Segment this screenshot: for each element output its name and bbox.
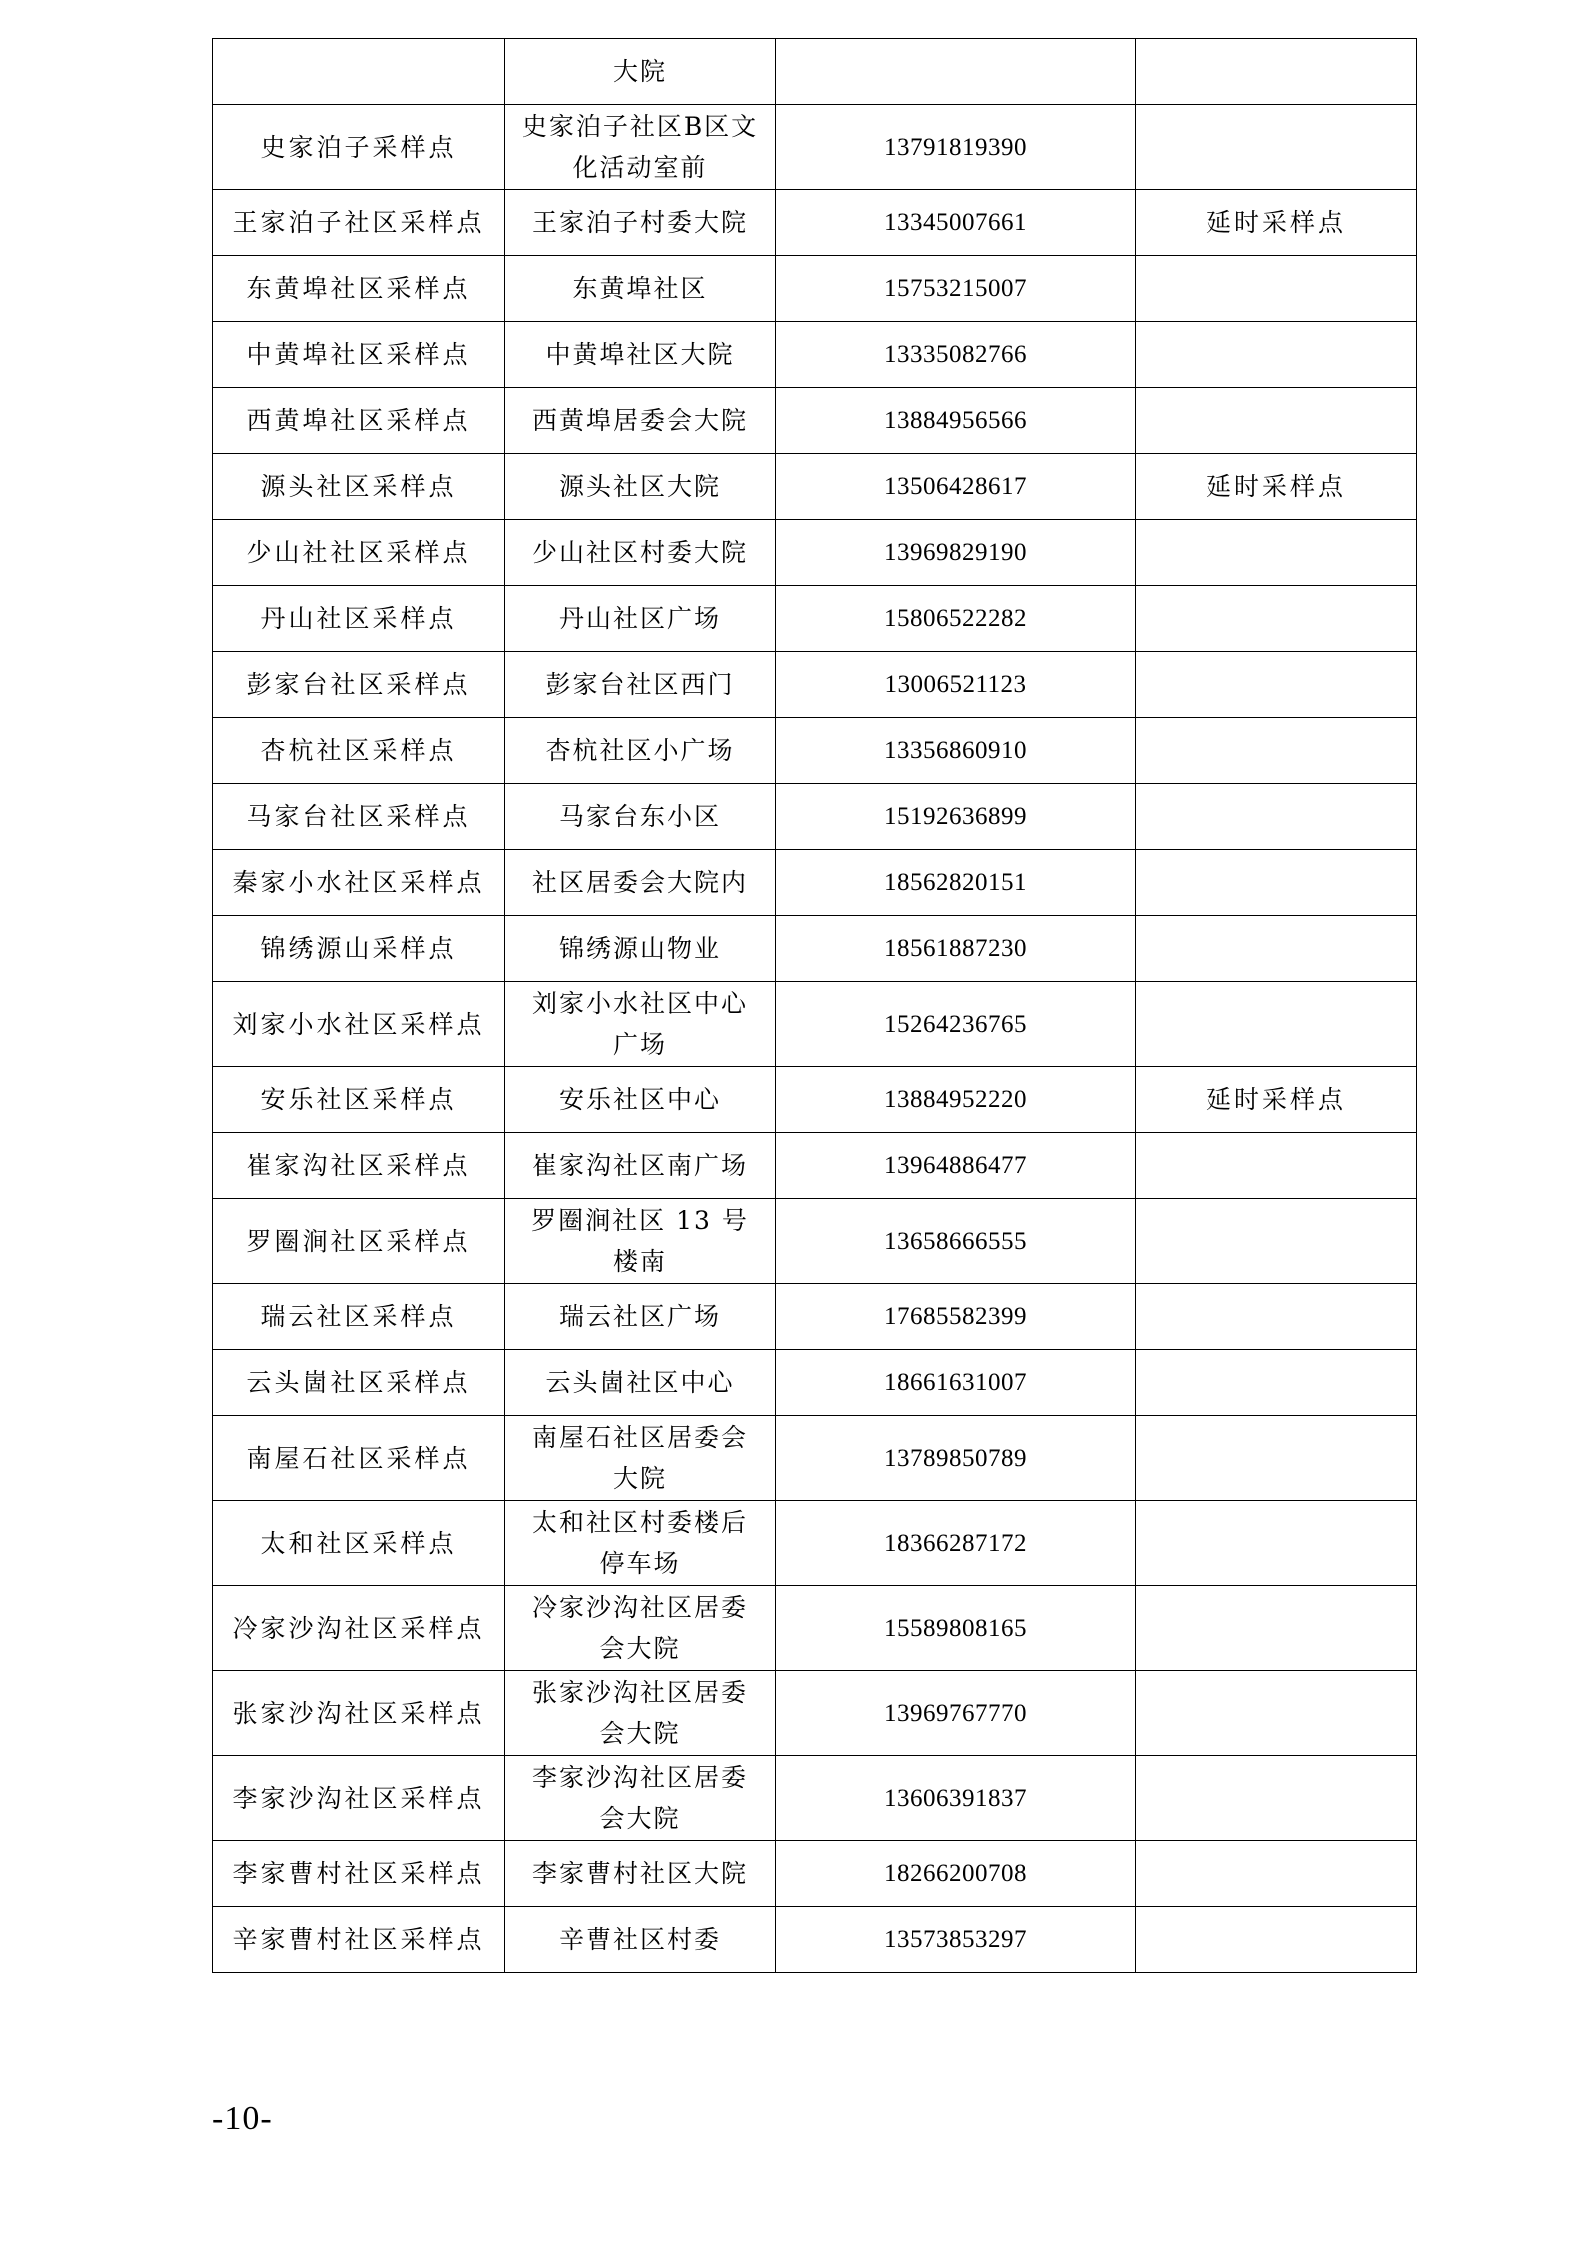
table-row — [213, 850, 1417, 916]
address-cell: 社区居委会大院内 — [505, 850, 776, 916]
table-row — [213, 586, 1417, 652]
table-row — [213, 1416, 1417, 1501]
address-cell: 马家台东小区 — [505, 784, 776, 850]
table-row — [213, 784, 1417, 850]
phone-cell: 13791819390 — [776, 105, 1136, 190]
phone-cell: 15264236765 — [776, 982, 1136, 1067]
phone-cell: 18266200708 — [776, 1841, 1136, 1907]
site-name-cell: 秦家小水社区采样点 — [213, 850, 505, 916]
site-name-cell: 丹山社区采样点 — [213, 586, 505, 652]
table-row — [213, 190, 1417, 256]
note-cell: 延时采样点 — [1136, 454, 1417, 520]
phone-cell: 15192636899 — [776, 784, 1136, 850]
table-row — [213, 652, 1417, 718]
note-cell — [1136, 1586, 1417, 1671]
site-name-cell: 少山社社区采样点 — [213, 520, 505, 586]
address-cell: 彭家台社区西门 — [505, 652, 776, 718]
note-cell — [1136, 322, 1417, 388]
phone-cell: 13658666555 — [776, 1199, 1136, 1284]
sampling-points-table — [212, 38, 1417, 1973]
phone-cell: 17685582399 — [776, 1284, 1136, 1350]
note-cell — [1136, 1416, 1417, 1501]
note-cell — [1136, 1350, 1417, 1416]
table-row — [213, 105, 1417, 190]
table-row — [213, 1284, 1417, 1350]
phone-cell: 18562820151 — [776, 850, 1136, 916]
address-cell: 太和社区村委楼后停车场 — [505, 1501, 776, 1586]
note-cell — [1136, 784, 1417, 850]
note-cell — [1136, 520, 1417, 586]
note-cell — [1136, 652, 1417, 718]
table-row — [213, 982, 1417, 1067]
site-name-cell: 冷家沙沟社区采样点 — [213, 1586, 505, 1671]
note-cell: 延时采样点 — [1136, 1067, 1417, 1133]
site-name-cell: 罗圈涧社区采样点 — [213, 1199, 505, 1284]
phone-cell: 13884956566 — [776, 388, 1136, 454]
phone-cell: 18561887230 — [776, 916, 1136, 982]
address-cell: 王家泊子村委大院 — [505, 190, 776, 256]
table-row — [213, 718, 1417, 784]
table-row — [213, 39, 1417, 105]
note-cell — [1136, 388, 1417, 454]
phone-cell: 15589808165 — [776, 1586, 1136, 1671]
site-name-cell: 彭家台社区采样点 — [213, 652, 505, 718]
address-cell: 安乐社区中心 — [505, 1067, 776, 1133]
note-cell — [1136, 1756, 1417, 1841]
site-name-cell: 李家沙沟社区采样点 — [213, 1756, 505, 1841]
site-name-cell: 刘家小水社区采样点 — [213, 982, 505, 1067]
table-row — [213, 1067, 1417, 1133]
address-cell: 崔家沟社区南广场 — [505, 1133, 776, 1199]
site-name-cell: 源头社区采样点 — [213, 454, 505, 520]
site-name-cell: 瑞云社区采样点 — [213, 1284, 505, 1350]
phone-cell: 15753215007 — [776, 256, 1136, 322]
address-cell: 中黄埠社区大院 — [505, 322, 776, 388]
phone-cell: 13969829190 — [776, 520, 1136, 586]
address-cell: 丹山社区广场 — [505, 586, 776, 652]
table-row — [213, 1841, 1417, 1907]
site-name-cell: 西黄埠社区采样点 — [213, 388, 505, 454]
address-cell: 南屋石社区居委会大院 — [505, 1416, 776, 1501]
table-row — [213, 1586, 1417, 1671]
site-name-cell: 云头崮社区采样点 — [213, 1350, 505, 1416]
note-cell — [1136, 105, 1417, 190]
note-cell — [1136, 916, 1417, 982]
site-name-cell: 杏杭社区采样点 — [213, 718, 505, 784]
address-cell: 瑞云社区广场 — [505, 1284, 776, 1350]
address-cell: 冷家沙沟社区居委会大院 — [505, 1586, 776, 1671]
table-row — [213, 1350, 1417, 1416]
phone-cell: 13335082766 — [776, 322, 1136, 388]
site-name-cell: 王家泊子社区采样点 — [213, 190, 505, 256]
site-name-cell: 东黄埠社区采样点 — [213, 256, 505, 322]
site-name-cell: 中黄埠社区采样点 — [213, 322, 505, 388]
site-name-cell — [213, 39, 505, 105]
table-row — [213, 1199, 1417, 1284]
site-name-cell: 安乐社区采样点 — [213, 1067, 505, 1133]
note-cell — [1136, 982, 1417, 1067]
address-cell: 辛曹社区村委 — [505, 1907, 776, 1973]
phone-cell: 18366287172 — [776, 1501, 1136, 1586]
address-cell: 锦绣源山物业 — [505, 916, 776, 982]
address-cell: 西黄埠居委会大院 — [505, 388, 776, 454]
address-cell: 少山社区村委大院 — [505, 520, 776, 586]
site-name-cell: 南屋石社区采样点 — [213, 1416, 505, 1501]
note-cell — [1136, 39, 1417, 105]
note-cell — [1136, 1199, 1417, 1284]
phone-cell: 13006521123 — [776, 652, 1136, 718]
site-name-cell: 史家泊子采样点 — [213, 105, 505, 190]
address-cell: 大院 — [505, 39, 776, 105]
table-row — [213, 1133, 1417, 1199]
address-cell: 李家曹村社区大院 — [505, 1841, 776, 1907]
phone-cell: 15806522282 — [776, 586, 1136, 652]
note-cell: 延时采样点 — [1136, 190, 1417, 256]
note-cell — [1136, 1907, 1417, 1973]
note-cell — [1136, 586, 1417, 652]
phone-cell: 13884952220 — [776, 1067, 1136, 1133]
phone-cell: 13573853297 — [776, 1907, 1136, 1973]
address-cell: 杏杭社区小广场 — [505, 718, 776, 784]
table-row — [213, 256, 1417, 322]
note-cell — [1136, 1133, 1417, 1199]
phone-cell: 13356860910 — [776, 718, 1136, 784]
address-cell: 罗圈涧社区 13 号楼南 — [505, 1199, 776, 1284]
address-cell: 张家沙沟社区居委会大院 — [505, 1671, 776, 1756]
address-cell: 李家沙沟社区居委会大院 — [505, 1756, 776, 1841]
note-cell — [1136, 256, 1417, 322]
site-name-cell: 马家台社区采样点 — [213, 784, 505, 850]
phone-cell: 13789850789 — [776, 1416, 1136, 1501]
note-cell — [1136, 1501, 1417, 1586]
table-row — [213, 1756, 1417, 1841]
phone-cell — [776, 39, 1136, 105]
note-cell — [1136, 1841, 1417, 1907]
address-cell: 源头社区大院 — [505, 454, 776, 520]
address-cell: 云头崮社区中心 — [505, 1350, 776, 1416]
table-row — [213, 916, 1417, 982]
site-name-cell: 张家沙沟社区采样点 — [213, 1671, 505, 1756]
phone-cell: 13964886477 — [776, 1133, 1136, 1199]
table-row — [213, 1671, 1417, 1756]
phone-cell: 13969767770 — [776, 1671, 1136, 1756]
table-row — [213, 388, 1417, 454]
site-name-cell: 锦绣源山采样点 — [213, 916, 505, 982]
page-number: -10- — [212, 2100, 273, 2137]
site-name-cell: 李家曹村社区采样点 — [213, 1841, 505, 1907]
address-cell: 东黄埠社区 — [505, 256, 776, 322]
table-row — [213, 1501, 1417, 1586]
address-cell: 刘家小水社区中心广场 — [505, 982, 776, 1067]
phone-cell: 13345007661 — [776, 190, 1136, 256]
phone-cell: 18661631007 — [776, 1350, 1136, 1416]
table-row — [213, 322, 1417, 388]
phone-cell: 13506428617 — [776, 454, 1136, 520]
table-row — [213, 1907, 1417, 1973]
phone-cell: 13606391837 — [776, 1756, 1136, 1841]
note-cell — [1136, 1671, 1417, 1756]
site-name-cell: 崔家沟社区采样点 — [213, 1133, 505, 1199]
note-cell — [1136, 1284, 1417, 1350]
address-cell: 史家泊子社区B区文化活动室前 — [505, 105, 776, 190]
note-cell — [1136, 850, 1417, 916]
site-name-cell: 辛家曹村社区采样点 — [213, 1907, 505, 1973]
site-name-cell: 太和社区采样点 — [213, 1501, 505, 1586]
table-row — [213, 520, 1417, 586]
note-cell — [1136, 718, 1417, 784]
table-body — [213, 39, 1417, 1973]
table-row — [213, 454, 1417, 520]
